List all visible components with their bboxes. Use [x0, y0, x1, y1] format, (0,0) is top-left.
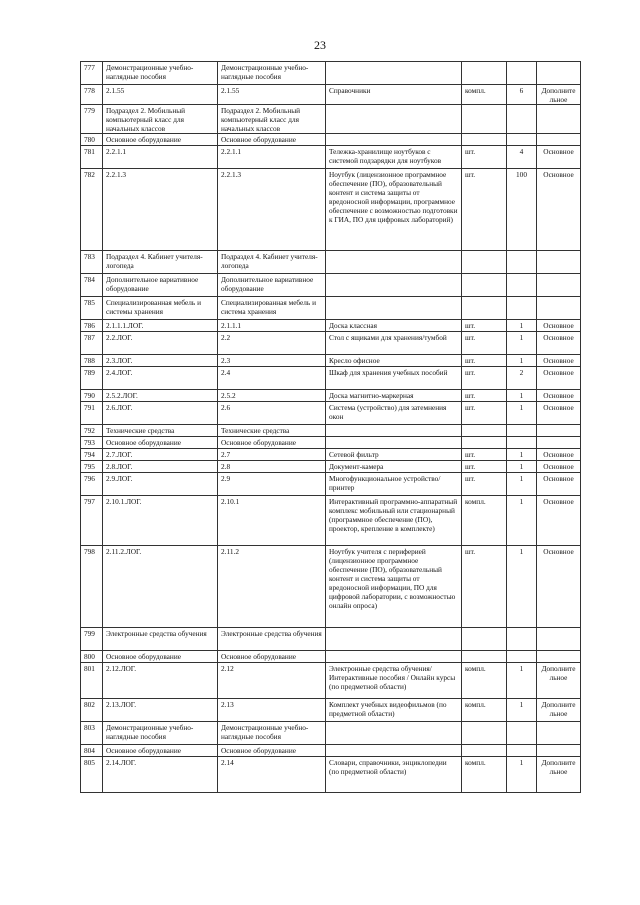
section-code-cell: Специализированная мебель и система хранения [218, 297, 326, 320]
quantity-cell [507, 297, 537, 320]
unit-cell: шт. [462, 146, 507, 169]
unit-cell: шт. [462, 390, 507, 402]
table-row [81, 437, 581, 449]
unit-cell [462, 62, 507, 85]
unit-cell [462, 105, 507, 134]
item-name-cell: Шкаф для хранения учебных пособий [326, 367, 462, 390]
item-code-cell: 2.3.ЛОГ. [103, 355, 218, 367]
equipment-type-cell: Дополнительное [537, 85, 581, 105]
item-name-cell [326, 745, 462, 757]
quantity-cell [507, 437, 537, 449]
table-row [81, 757, 581, 793]
row-number-cell: 802 [81, 699, 103, 722]
section-code-cell: Дополнительное вариативное оборудование [218, 274, 326, 297]
row-number-cell: 794 [81, 449, 103, 461]
equipment-type-cell: Основное [537, 367, 581, 390]
item-code-cell: Электронные средства обучения [103, 628, 218, 651]
row-number-cell: 782 [81, 169, 103, 251]
quantity-cell: 100 [507, 169, 537, 251]
equipment-type-cell [537, 297, 581, 320]
table-row [81, 663, 581, 699]
equipment-type-cell: Основное [537, 473, 581, 496]
item-name-cell [326, 628, 462, 651]
unit-cell: шт. [462, 546, 507, 628]
quantity-cell: 1 [507, 496, 537, 546]
section-code-cell: Основное оборудование [218, 651, 326, 663]
table-row [81, 473, 581, 496]
row-number-cell: 786 [81, 320, 103, 332]
item-name-cell [326, 62, 462, 85]
item-code-cell: 2.7.ЛОГ. [103, 449, 218, 461]
section-code-cell: 2.2.1.3 [218, 169, 326, 251]
equipment-type-cell [537, 722, 581, 745]
equipment-table [80, 61, 581, 793]
unit-cell [462, 745, 507, 757]
section-code-cell: 2.9 [218, 473, 326, 496]
table-row [81, 745, 581, 757]
item-code-cell: 2.2.ЛОГ. [103, 332, 218, 355]
row-number-cell: 777 [81, 62, 103, 85]
unit-cell [462, 425, 507, 437]
quantity-cell: 1 [507, 402, 537, 425]
row-number-cell: 804 [81, 745, 103, 757]
equipment-type-cell [537, 745, 581, 757]
equipment-type-cell: Основное [537, 320, 581, 332]
quantity-cell: 2 [507, 367, 537, 390]
item-code-cell: 2.1.55 [103, 85, 218, 105]
quantity-cell: 1 [507, 663, 537, 699]
unit-cell: шт. [462, 461, 507, 473]
row-number-cell: 803 [81, 722, 103, 745]
table-row [81, 332, 581, 355]
item-name-cell [326, 425, 462, 437]
section-code-cell: Подраздел 4. Кабинет учителя-логопеда [218, 251, 326, 274]
table-row [81, 85, 581, 105]
section-code-cell: Демонстрационные учебно-наглядные пособия [218, 62, 326, 85]
unit-cell [462, 437, 507, 449]
row-number-cell: 793 [81, 437, 103, 449]
item-name-cell [326, 134, 462, 146]
equipment-type-cell: Основное [537, 496, 581, 546]
equipment-type-cell [537, 105, 581, 134]
row-number-cell: 788 [81, 355, 103, 367]
quantity-cell [507, 274, 537, 297]
quantity-cell: 1 [507, 355, 537, 367]
item-name-cell: Тележка-хранилище ноутбуков с системой подзарядки для ноутбуков [326, 146, 462, 169]
table-row [81, 105, 581, 134]
row-number-cell: 790 [81, 390, 103, 402]
unit-cell: компл. [462, 699, 507, 722]
item-code-cell: Специализированная мебель и системы хранения [103, 297, 218, 320]
item-name-cell: Сетевой фильтр [326, 449, 462, 461]
row-number-cell: 800 [81, 651, 103, 663]
section-code-cell: 2.3 [218, 355, 326, 367]
equipment-type-cell: Основное [537, 146, 581, 169]
quantity-cell: 1 [507, 546, 537, 628]
table-row [81, 134, 581, 146]
quantity-cell: 1 [507, 473, 537, 496]
equipment-type-cell [537, 134, 581, 146]
equipment-type-cell: Основное [537, 355, 581, 367]
row-number-cell: 789 [81, 367, 103, 390]
row-number-cell: 779 [81, 105, 103, 134]
row-number-cell: 795 [81, 461, 103, 473]
row-number-cell: 781 [81, 146, 103, 169]
quantity-cell [507, 722, 537, 745]
quantity-cell: 4 [507, 146, 537, 169]
row-number-cell: 792 [81, 425, 103, 437]
row-number-cell: 783 [81, 251, 103, 274]
item-name-cell: Справочники [326, 85, 462, 105]
equipment-type-cell: Дополнительное [537, 757, 581, 793]
table-row [81, 651, 581, 663]
item-name-cell: Доска магнитно-маркерная [326, 390, 462, 402]
item-code-cell: 2.12.ЛОГ. [103, 663, 218, 699]
row-number-cell: 787 [81, 332, 103, 355]
unit-cell [462, 651, 507, 663]
equipment-type-cell: Дополнительное [537, 663, 581, 699]
quantity-cell: 1 [507, 461, 537, 473]
unit-cell [462, 628, 507, 651]
item-name-cell [326, 437, 462, 449]
equipment-type-cell: Основное [537, 332, 581, 355]
item-code-cell: 2.6.ЛОГ. [103, 402, 218, 425]
item-name-cell: Доска классная [326, 320, 462, 332]
item-name-cell: Стол с ящиками для хранения/тумбой [326, 332, 462, 355]
section-code-cell: Электронные средства обучения [218, 628, 326, 651]
unit-cell: компл. [462, 496, 507, 546]
item-name-cell [326, 251, 462, 274]
quantity-cell [507, 425, 537, 437]
table-row [81, 367, 581, 390]
item-name-cell [326, 651, 462, 663]
item-code-cell: Дополнительное вариативное оборудование [103, 274, 218, 297]
table-row [81, 496, 581, 546]
section-code-cell: Технические средства [218, 425, 326, 437]
row-number-cell: 778 [81, 85, 103, 105]
section-code-cell: 2.2.1.1 [218, 146, 326, 169]
item-code-cell: Основное оборудование [103, 651, 218, 663]
unit-cell: компл. [462, 663, 507, 699]
row-number-cell: 797 [81, 496, 103, 546]
item-name-cell: Ноутбук (лицензионное программное обеспечение (ПО), образовательный контент и система защиты от вредоносной информации, программное обеспечение с возможностью подготовки к ГИА, ПО для цифровых лабораторий) [326, 169, 462, 251]
unit-cell: шт. [462, 355, 507, 367]
table-row [81, 449, 581, 461]
table-row [81, 461, 581, 473]
equipment-type-cell [537, 62, 581, 85]
equipment-type-cell [537, 437, 581, 449]
table-row [81, 699, 581, 722]
section-code-cell: 2.4 [218, 367, 326, 390]
table-row [81, 169, 581, 251]
unit-cell [462, 134, 507, 146]
section-code-cell: Основное оборудование [218, 134, 326, 146]
equipment-type-cell: Основное [537, 402, 581, 425]
section-code-cell: 2.7 [218, 449, 326, 461]
equipment-type-cell: Основное [537, 390, 581, 402]
section-code-cell: 2.12 [218, 663, 326, 699]
section-code-cell: 2.5.2 [218, 390, 326, 402]
equipment-type-cell: Основное [537, 169, 581, 251]
equipment-type-cell [537, 274, 581, 297]
section-code-cell: 2.2 [218, 332, 326, 355]
row-number-cell: 798 [81, 546, 103, 628]
section-code-cell: 2.1.1.1 [218, 320, 326, 332]
table-row [81, 425, 581, 437]
row-number-cell: 805 [81, 757, 103, 793]
quantity-cell [507, 105, 537, 134]
equipment-type-cell [537, 651, 581, 663]
row-number-cell: 785 [81, 297, 103, 320]
table-row [81, 402, 581, 425]
item-name-cell: Кресло офисное [326, 355, 462, 367]
quantity-cell [507, 62, 537, 85]
quantity-cell [507, 745, 537, 757]
section-code-cell: Основное оборудование [218, 745, 326, 757]
unit-cell: шт. [462, 473, 507, 496]
table-row [81, 722, 581, 745]
unit-cell: шт. [462, 320, 507, 332]
row-number-cell: 784 [81, 274, 103, 297]
unit-cell [462, 297, 507, 320]
unit-cell: компл. [462, 85, 507, 105]
table-row [81, 297, 581, 320]
section-code-cell: Демонстрационные учебно-наглядные пособия [218, 722, 326, 745]
unit-cell: шт. [462, 402, 507, 425]
quantity-cell [507, 628, 537, 651]
row-number-cell: 799 [81, 628, 103, 651]
equipment-type-cell [537, 628, 581, 651]
item-code-cell: 2.2.1.3 [103, 169, 218, 251]
item-code-cell: 2.5.2.ЛОГ. [103, 390, 218, 402]
item-name-cell: Система (устройство) для затемнения окон [326, 402, 462, 425]
item-code-cell: Подраздел 2. Мобильный компьютерный класс для начальных классов [103, 105, 218, 134]
item-name-cell: Ноутбук учителя с периферией (лицензионное программное обеспечение (ПО), образовательный контент и система защиты от вредоносной информации, ПО для цифровой лаборатории, с возможностью онлайн опроса) [326, 546, 462, 628]
item-code-cell: Подраздел 4. Кабинет учителя-логопеда [103, 251, 218, 274]
row-number-cell: 801 [81, 663, 103, 699]
item-code-cell: 2.14.ЛОГ. [103, 757, 218, 793]
item-name-cell [326, 297, 462, 320]
equipment-type-cell [537, 251, 581, 274]
table-row [81, 390, 581, 402]
quantity-cell: 1 [507, 757, 537, 793]
section-code-cell: 2.6 [218, 402, 326, 425]
item-code-cell: 2.8.ЛОГ. [103, 461, 218, 473]
table-row [81, 274, 581, 297]
table-row [81, 251, 581, 274]
quantity-cell [507, 651, 537, 663]
table-row [81, 62, 581, 85]
unit-cell: шт. [462, 367, 507, 390]
quantity-cell: 1 [507, 390, 537, 402]
section-code-cell: 2.1.55 [218, 85, 326, 105]
item-name-cell [326, 274, 462, 297]
page-number: 23 [314, 38, 326, 52]
item-name-cell: Интерактивный программно-аппаратный комплекс мобильный или стационарный (программное обеспечение (ПО), проектор, крепление в комплекте) [326, 496, 462, 546]
item-name-cell [326, 105, 462, 134]
equipment-type-cell: Основное [537, 449, 581, 461]
equipment-type-cell [537, 425, 581, 437]
quantity-cell: 6 [507, 85, 537, 105]
row-number-cell: 796 [81, 473, 103, 496]
table-row [81, 628, 581, 651]
unit-cell: шт. [462, 449, 507, 461]
equipment-type-cell: Дополнительное [537, 699, 581, 722]
item-name-cell: Электронные средства обучения/Интерактивные пособия / Онлайн курсы (по предметной области) [326, 663, 462, 699]
item-name-cell: Многофункциональное устройство/принтер [326, 473, 462, 496]
section-code-cell: Основное оборудование [218, 437, 326, 449]
quantity-cell: 1 [507, 449, 537, 461]
item-code-cell: Технические средства [103, 425, 218, 437]
item-code-cell: Демонстрационные учебно-наглядные пособия [103, 722, 218, 745]
table-row [81, 320, 581, 332]
item-code-cell: Основное оборудование [103, 437, 218, 449]
item-name-cell: Словари, справочники, энциклопедии (по предметной области) [326, 757, 462, 793]
item-code-cell: 2.1.1.1.ЛОГ. [103, 320, 218, 332]
item-code-cell: Основное оборудование [103, 134, 218, 146]
item-code-cell: 2.13.ЛОГ. [103, 699, 218, 722]
quantity-cell: 1 [507, 320, 537, 332]
item-code-cell: 2.2.1.1 [103, 146, 218, 169]
quantity-cell: 1 [507, 332, 537, 355]
item-code-cell: 2.10.1.ЛОГ. [103, 496, 218, 546]
unit-cell [462, 274, 507, 297]
unit-cell: шт. [462, 332, 507, 355]
item-name-cell: Документ-камера [326, 461, 462, 473]
quantity-cell: 1 [507, 699, 537, 722]
unit-cell [462, 251, 507, 274]
unit-cell [462, 722, 507, 745]
unit-cell: компл. [462, 757, 507, 793]
item-name-cell: Комплект учебных видеофильмов (по предметной области) [326, 699, 462, 722]
row-number-cell: 791 [81, 402, 103, 425]
item-code-cell: 2.4.ЛОГ. [103, 367, 218, 390]
quantity-cell [507, 134, 537, 146]
item-code-cell: Демонстрационные учебно-наглядные пособия [103, 62, 218, 85]
quantity-cell [507, 251, 537, 274]
table-row [81, 355, 581, 367]
table-row [81, 546, 581, 628]
item-name-cell [326, 722, 462, 745]
row-number-cell: 780 [81, 134, 103, 146]
section-code-cell: Подраздел 2. Мобильный компьютерный класс для начальных классов [218, 105, 326, 134]
section-code-cell: 2.11.2 [218, 546, 326, 628]
equipment-type-cell: Основное [537, 546, 581, 628]
item-code-cell: 2.9.ЛОГ. [103, 473, 218, 496]
item-code-cell: Основное оборудование [103, 745, 218, 757]
equipment-type-cell: Основное [537, 461, 581, 473]
section-code-cell: 2.10.1 [218, 496, 326, 546]
item-code-cell: 2.11.2.ЛОГ. [103, 546, 218, 628]
section-code-cell: 2.14 [218, 757, 326, 793]
table-row [81, 146, 581, 169]
unit-cell: шт. [462, 169, 507, 251]
section-code-cell: 2.13 [218, 699, 326, 722]
section-code-cell: 2.8 [218, 461, 326, 473]
